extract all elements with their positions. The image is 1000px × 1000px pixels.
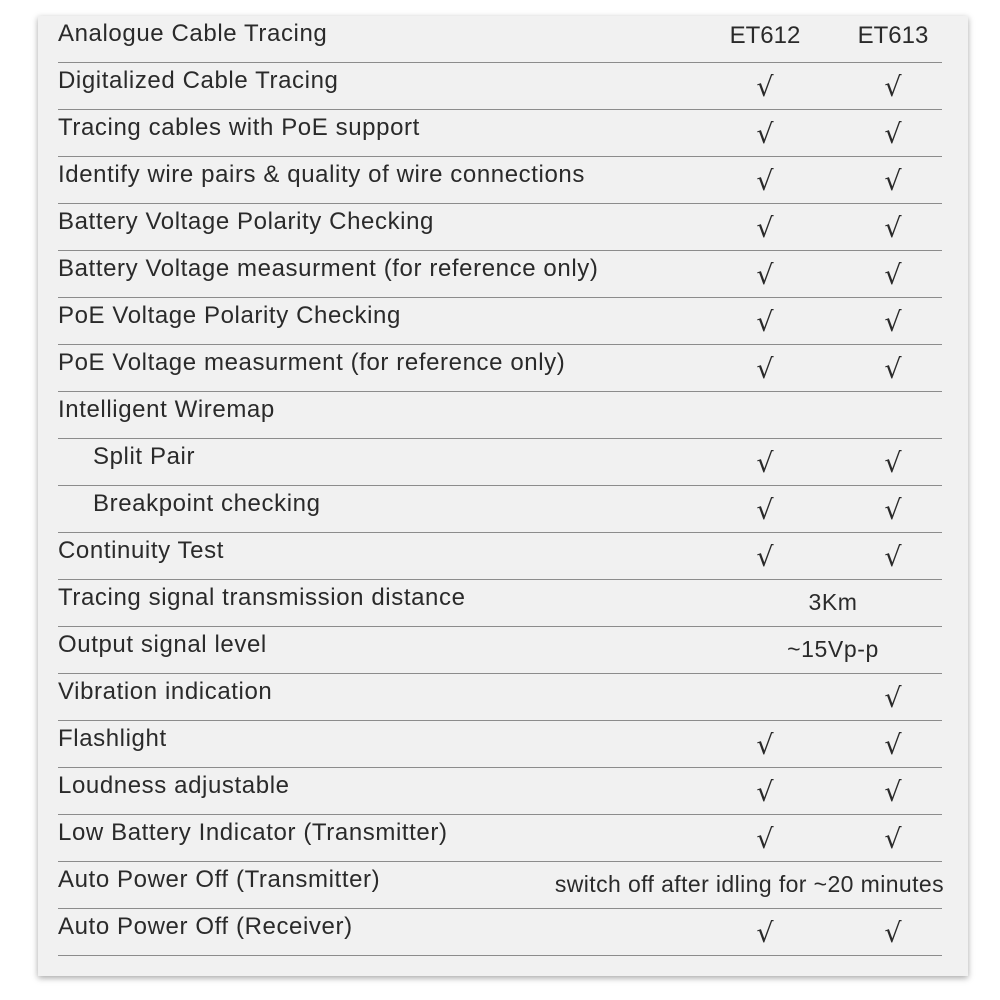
table-row	[58, 298, 942, 345]
check-mark-et612: √	[756, 260, 774, 291]
check-mark-et613: √	[884, 542, 902, 573]
row-label: Identify wire pairs & quality of wire connections	[58, 161, 585, 188]
table-row	[58, 627, 942, 674]
check-mark-et613: √	[884, 307, 902, 338]
check-mark-et612: √	[756, 918, 774, 949]
check-mark-et613: √	[884, 824, 902, 855]
table-row	[58, 204, 942, 251]
check-mark-et612: √	[756, 542, 774, 573]
row-label: Digitalized Cable Tracing	[58, 67, 339, 94]
table-row	[58, 157, 942, 204]
row-label: Battery Voltage Polarity Checking	[58, 208, 434, 235]
row-label: Auto Power Off (Transmitter)	[58, 866, 381, 893]
column-header-et613: ET613	[857, 22, 929, 49]
table-row	[58, 251, 942, 298]
row-label: Intelligent Wiremap	[58, 396, 275, 423]
row-label: Output signal level	[58, 631, 267, 658]
row-label: Battery Voltage measurment (for reference only)	[58, 255, 599, 282]
row-label: Flashlight	[58, 725, 167, 752]
check-mark-et613: √	[884, 72, 902, 103]
table-row	[58, 63, 942, 110]
table-row	[58, 345, 942, 392]
shared-value: switch off after idling for ~20 minutes	[554, 871, 944, 897]
comparison-table	[58, 16, 942, 956]
check-mark-et613: √	[884, 448, 902, 479]
row-label: Auto Power Off (Receiver)	[58, 913, 353, 940]
row-label: Loudness adjustable	[58, 772, 290, 799]
row-label: Split Pair	[93, 443, 196, 470]
check-mark-et613: √	[884, 730, 902, 761]
table-row	[58, 721, 942, 768]
check-mark-et613: √	[884, 918, 902, 949]
check-mark-et612: √	[756, 777, 774, 808]
check-mark-et613: √	[884, 166, 902, 197]
row-label: PoE Voltage measurment (for reference only)	[58, 349, 566, 376]
table-row	[58, 392, 942, 439]
row-label: Tracing signal transmission distance	[58, 584, 466, 611]
check-mark-et613: √	[884, 213, 902, 244]
check-mark-et612: √	[756, 824, 774, 855]
row-label: Tracing cables with PoE support	[58, 114, 420, 141]
check-mark-et613: √	[884, 354, 902, 385]
column-header-et612: ET612	[729, 22, 801, 49]
table-row	[58, 16, 942, 63]
table-row	[58, 110, 942, 157]
row-label: Vibration indication	[58, 678, 273, 705]
check-mark-et612: √	[756, 307, 774, 338]
check-mark-et612: √	[756, 166, 774, 197]
spec-sheet	[38, 16, 968, 976]
check-mark-et613: √	[884, 777, 902, 808]
check-mark-et612: √	[756, 119, 774, 150]
check-mark-et612: √	[756, 354, 774, 385]
check-mark-et612: √	[756, 730, 774, 761]
check-mark-et612: √	[756, 495, 774, 526]
row-label: Breakpoint checking	[93, 490, 321, 517]
row-label: Analogue Cable Tracing	[58, 20, 328, 47]
check-mark-et612: √	[756, 213, 774, 244]
table-row	[58, 674, 942, 721]
row-label: Continuity Test	[58, 537, 224, 564]
check-mark-et613: √	[884, 495, 902, 526]
check-mark-et613: √	[884, 683, 902, 714]
table-row	[58, 909, 942, 956]
row-label: Low Battery Indicator (Transmitter)	[58, 819, 448, 846]
shared-value: ~15Vp-p	[787, 636, 879, 662]
check-mark-et613: √	[884, 119, 902, 150]
check-mark-et613: √	[884, 260, 902, 291]
row-label: PoE Voltage Polarity Checking	[58, 302, 401, 329]
table-row	[58, 533, 942, 580]
table-row	[58, 580, 942, 627]
table-row	[58, 768, 942, 815]
check-mark-et612: √	[756, 448, 774, 479]
table-row	[58, 862, 942, 909]
table-row	[58, 439, 942, 486]
table-row	[58, 486, 942, 533]
check-mark-et612: √	[756, 72, 774, 103]
shared-value: 3Km	[808, 589, 858, 615]
table-row	[58, 815, 942, 862]
